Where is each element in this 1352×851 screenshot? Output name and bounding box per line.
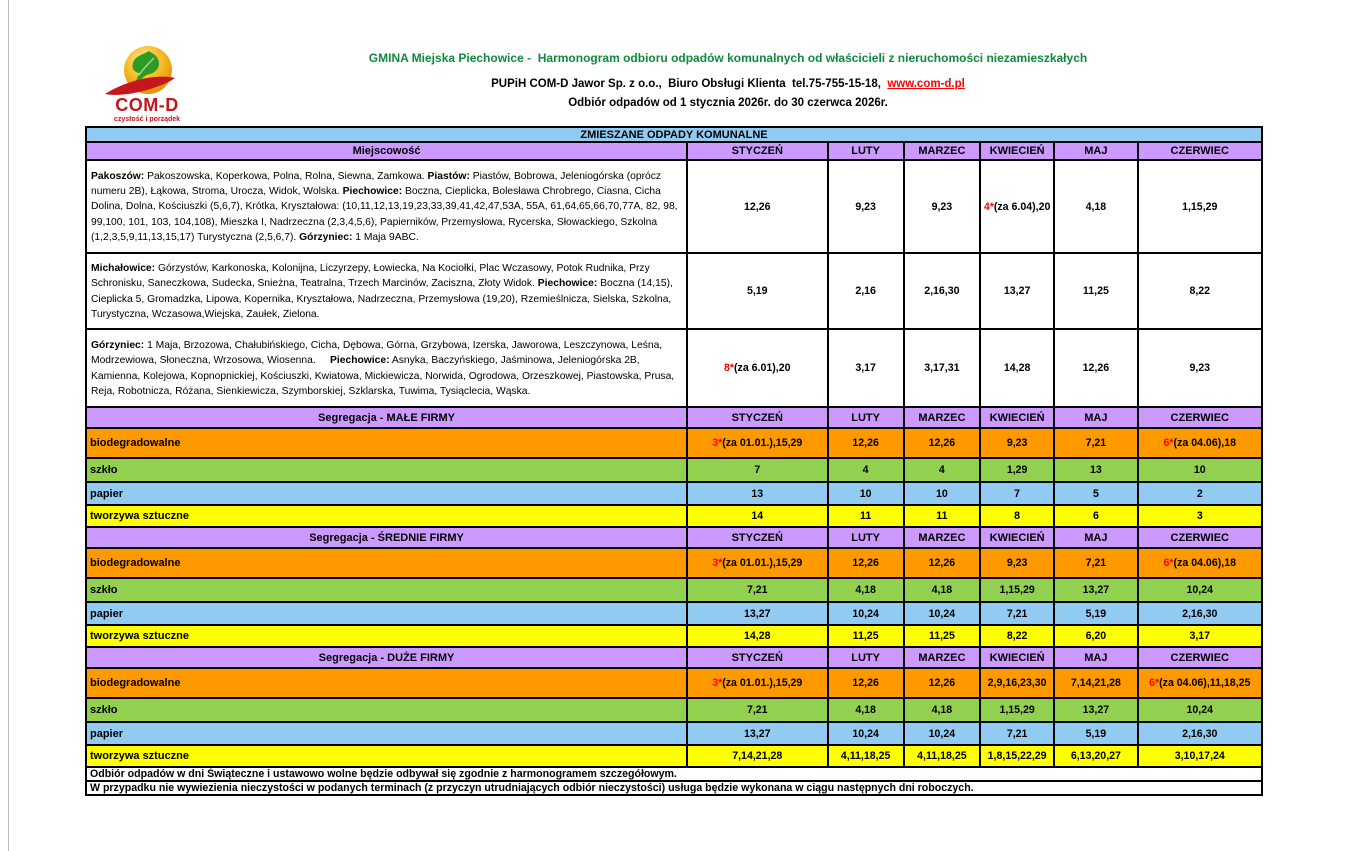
collection-dates-cell: 1,15,29 [980,578,1054,602]
holiday-date-marker: 8* [723,362,734,374]
collection-dates-cell: 10,24 [904,722,980,745]
streets-list: Boczna (14,15), Cieplicka 5, Gromadzka, Lipowa, Kopernika, Kryształowa, Nadrzeczna, Przemysłowa (19,20), Rzemieślnicza, Sielska, Szkolna, Turystyczna, Wczasowa,Wiejska, Zaułek, Zielona. [91,278,673,320]
collection-dates-cell: 6*(za 04.06),18 [1138,548,1262,578]
collection-dates-cell: 1,15,29 [980,698,1054,722]
month-header-4: KWIECIEŃ [980,647,1054,668]
collection-dates-cell: 2,16 [828,253,904,329]
collection-dates-cell: 10 [904,482,980,505]
locality-name: Piechowice: [330,355,390,367]
contact-line [104,78,1352,90]
area-streets-cell [86,160,687,253]
segregation-title-cell: Segregacja - MAŁE FIRMY [86,407,687,428]
collection-dates-cell: 12,26 [904,548,980,578]
area-column-header-cell: Miejscowość [86,142,687,160]
collection-dates-cell: 13,27 [687,722,827,745]
footnote-row [86,781,1262,795]
collection-dates-cell: 6*(za 04.06),18 [1138,428,1262,458]
area-streets-cell [86,329,687,407]
collection-dates-cell: 13,27 [1054,698,1137,722]
collection-dates-cell: 12,26 [687,160,827,253]
collection-dates-cell: 13,27 [980,253,1054,329]
collection-dates-cell: 10 [1138,458,1262,482]
collection-dates-cell: 3,10,17,24 [1138,745,1262,767]
segregation-header-row [86,407,1262,428]
collection-dates-cell: 13,27 [687,602,827,625]
month-header-4: KWIECIEŃ [980,527,1054,548]
month-header-2: LUTY [828,407,904,428]
collection-dates-cell: 2,16,30 [1138,722,1262,745]
collection-dates-cell: 7,21 [980,602,1054,625]
month-header-6: CZERWIEC [1138,527,1262,548]
category-row [86,602,1262,625]
month-header-4: KWIECIEŃ [980,142,1054,160]
holiday-date-marker: 6* [1149,677,1160,689]
collection-dates-cell: 5 [1054,482,1137,505]
month-header-1: STYCZEŃ [687,527,827,548]
month-header-3: MARZEC [904,647,980,668]
month-header-5: MAJ [1054,407,1137,428]
collection-dates-cell: 3,17 [828,329,904,407]
category-label-cell: tworzywa sztuczne [86,625,687,647]
collection-dates-cell: 10 [828,482,904,505]
collection-dates-cell: 8*(za 6.01),20 [687,329,827,407]
collection-dates-cell: 4,11,18,25 [828,745,904,767]
locality-name: Piechowice: [537,278,598,290]
month-header-2: LUTY [828,527,904,548]
collection-dates-cell: 9,23 [828,160,904,253]
collection-dates-cell: 5,19 [1054,602,1137,625]
collection-dates-cell: 4,11,18,25 [904,745,980,767]
locality-name: Michałowice: [91,263,156,275]
collection-dates-cell: 10,24 [828,602,904,625]
collection-dates-cell: 4,18 [904,698,980,722]
category-label-cell: biodegradowalne [86,428,687,458]
logo-tagline: czystość i porządek [113,116,181,123]
segregation-header-row [86,647,1262,668]
collection-dates-cell: 9,23 [980,428,1054,458]
collection-dates-cell: 2,16,30 [904,253,980,329]
collection-dates-cell: 7,21 [1054,548,1137,578]
collection-dates-cell: 10,24 [1138,578,1262,602]
collection-dates-cell: 3,17,31 [904,329,980,407]
collection-dates-cell: 12,26 [828,428,904,458]
collection-dates-cell: 8 [980,505,1054,527]
collection-dates-cell: 3*(za 01.01.),15,29 [687,668,827,698]
collection-dates-cell: 7,21 [687,698,827,722]
collection-dates-cell: 4,18 [828,578,904,602]
collection-dates-cell: 7 [980,482,1054,505]
collection-dates-cell: 3*(za 01.01.),15,29 [687,428,827,458]
collection-dates-cell: 5,19 [1054,722,1137,745]
category-row [86,548,1262,578]
logo-brand: COM-D [115,95,179,115]
column-header-row [86,142,1262,160]
month-header-1: STYCZEŃ [687,647,827,668]
category-row [86,428,1262,458]
collection-dates-cell: 14 [687,505,827,527]
month-header-5: MAJ [1054,647,1137,668]
collection-dates-cell: 7,21 [980,722,1054,745]
category-label-cell: szkło [86,458,687,482]
collection-dates-cell: 4 [828,458,904,482]
category-label-cell: szkło [86,578,687,602]
website-link[interactable]: www.com-d.pl [887,78,965,90]
collection-dates-cell: 6*(za 04.06),11,18,25 [1138,668,1262,698]
category-row [86,698,1262,722]
collection-dates-cell: 7,14,21,28 [1054,668,1137,698]
area-streets-cell [86,253,687,329]
locality-name: Górzyniec: [91,340,145,352]
table-title-cell: ZMIESZANE ODPADY KOMUNALNE [86,127,1262,142]
category-row [86,745,1262,767]
collection-dates-cell: 7,14,21,28 [687,745,827,767]
collection-dates-cell: 12,26 [828,548,904,578]
collection-dates-cell: 6 [1054,505,1137,527]
collection-dates-cell: 11,25 [828,625,904,647]
month-header-1: STYCZEŃ [687,142,827,160]
footnote-row [86,767,1262,781]
collection-dates-cell: 12,26 [1054,329,1137,407]
collection-dates-cell: 14,28 [687,625,827,647]
collection-dates-cell: 9,23 [1138,329,1262,407]
holiday-date-marker: 3* [712,437,723,449]
category-label-cell: papier [86,722,687,745]
collection-dates-cell: 10,24 [1138,698,1262,722]
collection-dates-cell: 11,25 [904,625,980,647]
collection-dates-cell: 9,23 [904,160,980,253]
month-header-3: MARZEC [904,527,980,548]
streets-list: Asnyka, Baczyńskiego, Jaśminowa, Jeleniogórska 2B, Kamienna, Kolejowa, Kopnopnickiej, Kościuszki, Kwiatowa, Mickiewicza, Norwida, Ogrodowa, Orzeszkowej, Piastowska, Prusa, Reja, Robotnicza, Różana, Sienkiewicza, Szymborskiej, Szklarska, Tuwima, Tysiąclecia, Wąska. [91,355,675,397]
streets-list: Pakoszowska, Koperkowa, Polna, Rolna, Siewna, Zamkowa. [144,170,428,182]
category-label-cell: papier [86,482,687,505]
segregation-title-cell: Segregacja - DUŻE FIRMY [86,647,687,668]
category-row [86,505,1262,527]
category-label-cell: tworzywa sztuczne [86,505,687,527]
collection-dates-cell: 3 [1138,505,1262,527]
month-header-5: MAJ [1054,527,1137,548]
category-label-cell: szkło [86,698,687,722]
streets-list: 1 Maja, Brzozowa, Chałubińskiego, Cicha, Dębowa, Górna, Grzybowa, Izerska, Jaworowa, Leszczynowa, Leśna, Modrzewiowa, Słoneczna, Wrzosowa, Wiosenna. [91,340,663,367]
category-row [86,458,1262,482]
collection-dates-cell: 13 [1054,458,1137,482]
collection-dates-cell: 12,26 [904,668,980,698]
month-header-6: CZERWIEC [1138,142,1262,160]
collection-dates-cell: 7,21 [687,578,827,602]
month-header-2: LUTY [828,647,904,668]
month-header-6: CZERWIEC [1138,407,1262,428]
holiday-date-marker: 3* [712,557,723,569]
month-header-6: CZERWIEC [1138,647,1262,668]
collection-dates-cell: 12,26 [828,668,904,698]
category-row [86,482,1262,505]
collection-dates-cell: 1,15,29 [1138,160,1262,253]
page-title: GMINA Miejska Piechowice - Harmonogram odbioru odpadów komunalnych od właścicieli z nieruchomości niezamieszkałych [368,51,1088,65]
month-header-4: KWIECIEŃ [980,407,1054,428]
category-row [86,722,1262,745]
collection-dates-cell: 8,22 [980,625,1054,647]
locality-name: Pakoszów: [91,170,145,182]
table-title-row [86,127,1262,142]
month-header-1: STYCZEŃ [687,407,827,428]
locality-name: Piechowice: [342,186,403,198]
window-edge-line [8,0,9,851]
category-label-cell: tworzywa sztuczne [86,745,687,767]
area-row [86,329,1262,407]
collection-dates-cell: 13,27 [1054,578,1137,602]
collection-dates-cell: 4 [904,458,980,482]
collection-dates-cell: 2,9,16,23,30 [980,668,1054,698]
locality-name: Górzyniec: [299,231,353,243]
collection-dates-cell: 12,26 [904,428,980,458]
streets-list: Górzystów, Karkonoska, Kolonijna, Liczyrzepy, Łowiecka, Na Kociołki, Plac Wczasowy, Potok Rudnika, Przy Schronisku, Saneczkowa, Sudecka, Snieżna, Teatralna, Trzech Marcinów, Zaciszna, Złoty Widok. [91,263,650,290]
collection-dates-cell: 6,20 [1054,625,1137,647]
collection-dates-cell: 10,24 [828,722,904,745]
collection-dates-cell: 10,24 [904,602,980,625]
collection-dates-cell: 3*(za 01.01.),15,29 [687,548,827,578]
area-row [86,253,1262,329]
collection-dates-cell: 1,29 [980,458,1054,482]
period-line: Odbiór odpadów od 1 stycznia 2026r. do 30 czerwca 2026r. [568,97,888,109]
collection-dates-cell: 14,28 [980,329,1054,407]
collection-dates-cell: 4,18 [904,578,980,602]
document-header [104,51,1352,109]
footnote-cell: Odbiór odpadów w dni Świąteczne i ustawowo wolne będzie odbywał się zgodnie z harmonogramem szczegółowym. [86,767,1262,781]
category-row [86,578,1262,602]
collection-dates-cell: 4,18 [828,698,904,722]
collection-dates-cell: 9,23 [980,548,1054,578]
holiday-date-marker: 6* [1163,557,1174,569]
collection-dates-cell: 1,8,15,22,29 [980,745,1054,767]
month-header-3: MARZEC [904,142,980,160]
category-label-cell: biodegradowalne [86,668,687,698]
segregation-header-row [86,527,1262,548]
footnote-cell: W przypadku nie wywiezienia nieczystości w podanych terminach (z przyczyn utrudniających odbiór nieczystości) usługa będzie wykonana w ciągu następnych dni roboczych. [86,781,1262,795]
month-header-2: LUTY [828,142,904,160]
month-header-5: MAJ [1054,142,1137,160]
collection-dates-cell: 4*(za 6.04),20 [980,160,1054,253]
collection-dates-cell: 13 [687,482,827,505]
area-row [86,160,1262,253]
collection-dates-cell: 11 [904,505,980,527]
contact-text: PUPiH COM-D Jawor Sp. z o.o., Biuro Obsługi Klienta tel.75-755-15-18, [491,78,888,90]
category-label-cell: papier [86,602,687,625]
collection-dates-cell: 2 [1138,482,1262,505]
month-header-3: MARZEC [904,407,980,428]
collection-dates-cell: 8,22 [1138,253,1262,329]
collection-dates-cell: 4,18 [1054,160,1137,253]
collection-dates-cell: 11,25 [1054,253,1137,329]
collection-dates-cell: 7 [687,458,827,482]
collection-dates-cell: 2,16,30 [1138,602,1262,625]
holiday-date-marker: 4* [983,200,994,213]
collection-dates-cell: 6,13,20,27 [1054,745,1137,767]
category-label-cell: biodegradowalne [86,548,687,578]
segregation-title-cell: Segregacja - ŚREDNIE FIRMY [86,527,687,548]
streets-list: Boczna, Cieplicka, Bolesława Chrobrego, Ciasna, Cicha Dolina, Dolna, Kościuszki (5,6,7), Krótka, Kryształowa: (10,11,12,13,19,23,33,39,41,42,47,53A, 55A, 61,64,65,66,70,77A, 82, 98, 99,100, 101, 103, 104,108), Mieszka I, Nadrzeczna (2,3,4,5,6), Papierników, Przemysłowa, Rycerska, Słowackiego, Szkolna (1,2,3,5,9,11,13,15,17) Turystyczna (2,5,6,7). [91,186,678,243]
collection-dates-cell: 3,17 [1138,625,1262,647]
collection-dates-cell: 5,19 [687,253,827,329]
holiday-date-marker: 3* [712,677,723,689]
schedule-table [85,126,1263,796]
collection-dates-cell: 11 [828,505,904,527]
holiday-date-marker: 6* [1163,437,1174,449]
category-row [86,668,1262,698]
locality-name: Piastów: [427,170,470,182]
category-row [86,625,1262,647]
streets-list: 1 Maja 9ABC. [352,231,419,243]
streets-list: Piastów, Bobrowa, Jeleniogórska (oprócz numeru 2B), Łąkowa, Stroma, Urocza, Widok, Wolska. [91,170,662,198]
collection-dates-cell: 7,21 [1054,428,1137,458]
